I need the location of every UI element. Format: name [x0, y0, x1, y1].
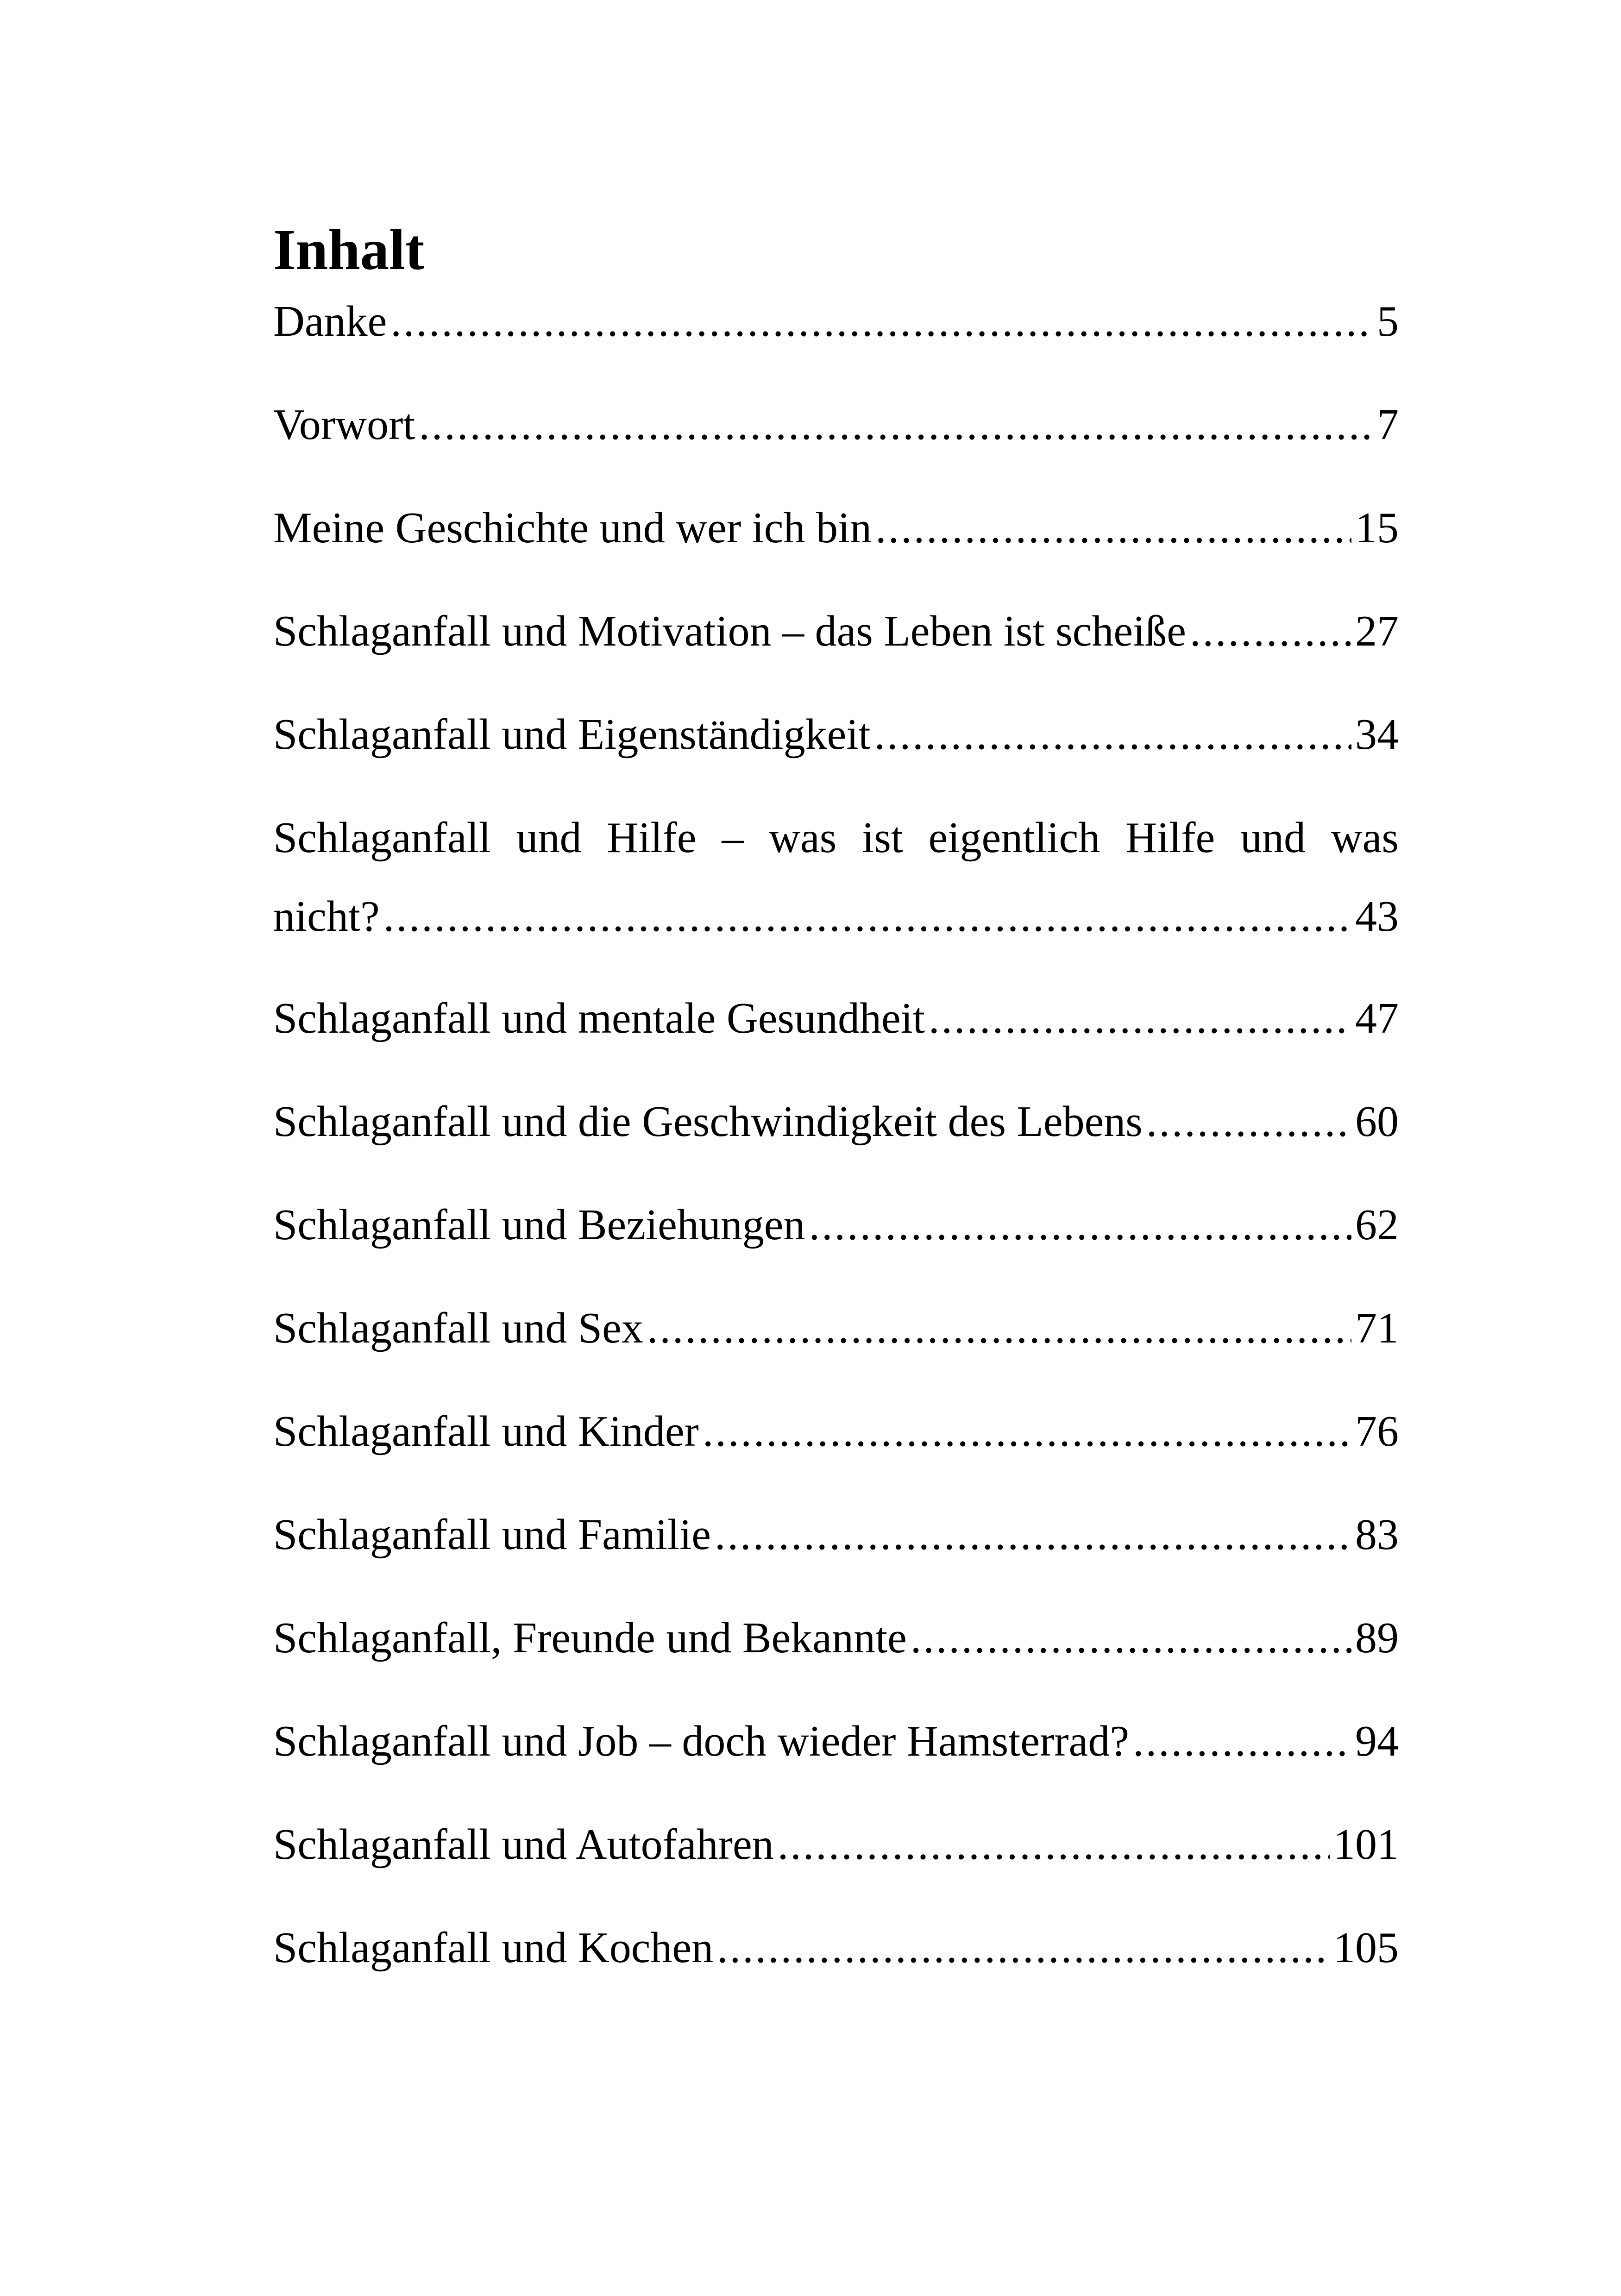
dot-leader: [1190, 606, 1351, 656]
dot-leader: [383, 891, 1351, 941]
toc-entry-kinder[interactable]: [273, 1406, 1399, 1510]
toc-entry-title: Schlaganfall und Autofahren: [273, 1820, 774, 1869]
toc-entry-page: 62: [1355, 1201, 1399, 1249]
toc-entry-autofahren[interactable]: [273, 1819, 1399, 1923]
toc-entry-page: 101: [1333, 1820, 1399, 1869]
toc-entry-title: Schlaganfall und Familie: [273, 1511, 711, 1559]
dot-leader: [390, 296, 1373, 346]
dot-leader: [715, 1510, 1351, 1560]
toc-entry-page: 71: [1355, 1304, 1399, 1352]
toc-list: [273, 296, 1399, 2026]
dot-leader: [1133, 1716, 1351, 1766]
toc-entry-familie[interactable]: [273, 1510, 1399, 1613]
table-of-contents: [273, 218, 1399, 2026]
dot-leader: [1146, 1097, 1351, 1147]
toc-entry-title: Schlaganfall und Sex: [273, 1304, 643, 1352]
toc-entry-title: Schlaganfall und Job – doch wieder Hamsterrad?: [273, 1717, 1130, 1765]
toc-entry-title: Schlaganfall und Kinder: [273, 1407, 699, 1455]
toc-entry-motivation[interactable]: [273, 606, 1399, 709]
toc-entry-title: Schlaganfall und Kochen: [273, 1924, 714, 1972]
dot-leader: [778, 1819, 1330, 1869]
dot-leader: [419, 400, 1373, 450]
dot-leader: [911, 1613, 1351, 1663]
toc-entry-title: Schlaganfall, Freunde und Bekannte: [273, 1614, 907, 1662]
dot-leader: [929, 993, 1351, 1043]
toc-entry-title: Danke: [273, 297, 387, 345]
toc-entry-page: 105: [1333, 1924, 1399, 1972]
toc-entry-title-line1: Schlaganfall und Hilfe – was ist eigentlich Hilfe und was: [273, 814, 1399, 862]
toc-entry-beziehungen[interactable]: [273, 1200, 1399, 1303]
toc-entry-freunde[interactable]: [273, 1613, 1399, 1716]
toc-entry-page: 47: [1355, 994, 1399, 1042]
toc-entry-title: Vorwort: [273, 401, 415, 449]
toc-entry-page: 94: [1355, 1717, 1399, 1765]
toc-entry-page: 34: [1355, 710, 1399, 759]
dot-leader: [875, 503, 1351, 553]
dot-leader: [717, 1923, 1330, 1973]
toc-entry-page: 60: [1355, 1098, 1399, 1146]
toc-entry-hilfe[interactable]: [273, 813, 1399, 993]
toc-entry-title-line2: nicht?: [273, 892, 380, 941]
toc-entry-title: Schlaganfall und Beziehungen: [273, 1201, 805, 1249]
toc-entry-mentale-gesundheit[interactable]: [273, 993, 1399, 1097]
toc-entry-page: 43: [1355, 892, 1399, 941]
toc-entry-title: Schlaganfall und Motivation – das Leben ist scheiße: [273, 607, 1186, 655]
toc-entry-vorwort[interactable]: [273, 400, 1399, 503]
toc-entry-meine-geschichte[interactable]: [273, 503, 1399, 606]
toc-entry-geschwindigkeit[interactable]: [273, 1097, 1399, 1200]
toc-entry-page: 7: [1377, 401, 1399, 449]
toc-entry-page: 5: [1377, 297, 1399, 345]
toc-entry-page: 27: [1355, 607, 1399, 655]
toc-entry-job[interactable]: [273, 1716, 1399, 1819]
toc-heading: Inhalt: [273, 218, 425, 282]
toc-entry-title: Meine Geschichte und wer ich bin: [273, 504, 872, 552]
toc-entry-title: Schlaganfall und die Geschwindigkeit des Lebens: [273, 1098, 1143, 1146]
dot-leader: [809, 1200, 1351, 1250]
toc-entry-title: Schlaganfall und mentale Gesundheit: [273, 994, 925, 1042]
toc-entry-kochen[interactable]: [273, 1923, 1399, 2026]
toc-entry-sex[interactable]: [273, 1303, 1399, 1406]
toc-entry-page: 15: [1355, 504, 1399, 552]
dot-leader: [703, 1406, 1351, 1456]
toc-entry-danke[interactable]: [273, 296, 1399, 400]
dot-leader: [647, 1303, 1351, 1353]
toc-entry-page: 76: [1355, 1407, 1399, 1455]
toc-entry-page: 83: [1355, 1511, 1399, 1559]
dot-leader: [874, 709, 1351, 759]
toc-entry-title: Schlaganfall und Eigenständigkeit: [273, 710, 871, 759]
toc-entry-page: 89: [1355, 1614, 1399, 1662]
toc-entry-eigenstaendigkeit[interactable]: [273, 709, 1399, 813]
